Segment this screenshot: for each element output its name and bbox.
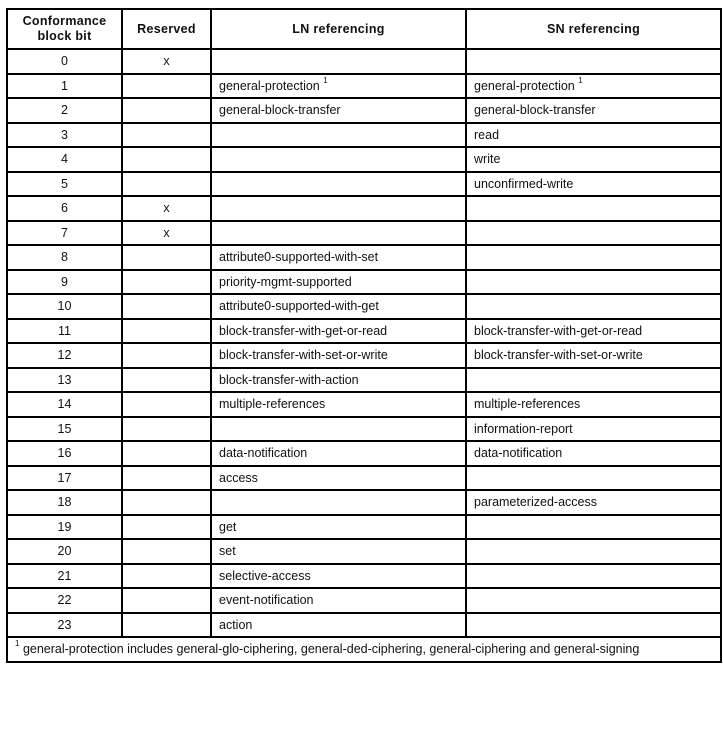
cell-ln-referencing-text: multiple-references	[219, 397, 326, 412]
cell-bit	[7, 221, 122, 246]
cell-ln-referencing	[211, 245, 466, 270]
cell-ln-referencing	[211, 123, 466, 148]
table-row	[7, 123, 721, 148]
table-row	[7, 417, 721, 442]
table-row	[7, 564, 721, 589]
cell-reserved	[122, 245, 211, 270]
cell-ln-referencing-text: attribute0-supported-with-set	[219, 250, 379, 265]
cell-sn-referencing	[466, 172, 721, 197]
table-row	[7, 245, 721, 270]
cell-reserved	[122, 270, 211, 295]
cell-bit-text: 20	[57, 544, 72, 559]
cell-reserved	[122, 564, 211, 589]
cell-bit-text: 6	[61, 201, 68, 216]
cell-sn-referencing-text: block-transfer-with-set-or-write	[474, 348, 643, 363]
cell-ln-referencing	[211, 196, 466, 221]
cell-ln-referencing	[211, 392, 466, 417]
cell-sn-referencing-text: general-protection	[474, 78, 575, 93]
cell-bit-text: 8	[61, 250, 68, 265]
cell-ln-referencing-text: attribute0-supported-with-get	[219, 299, 379, 314]
cell-bit-text: 18	[57, 495, 72, 510]
cell-bit-text: 3	[61, 127, 68, 142]
footnote-reference: 1	[323, 75, 328, 85]
cell-ln-referencing	[211, 539, 466, 564]
cell-bit-text: 21	[57, 568, 72, 583]
cell-sn-referencing	[466, 564, 721, 589]
cell-sn-referencing	[466, 368, 721, 393]
table-row	[7, 441, 721, 466]
table-row	[7, 466, 721, 491]
cell-bit-text: 4	[61, 152, 68, 167]
table-row	[7, 490, 721, 515]
table-row	[7, 588, 721, 613]
cell-bit	[7, 564, 122, 589]
cell-reserved	[122, 588, 211, 613]
cell-reserved	[122, 196, 211, 221]
cell-sn-referencing	[466, 123, 721, 148]
cell-reserved	[122, 343, 211, 368]
cell-sn-referencing	[466, 588, 721, 613]
table-row	[7, 368, 721, 393]
cell-ln-referencing	[211, 270, 466, 295]
cell-bit-text: 0	[61, 54, 68, 69]
cell-ln-referencing-text: block-transfer-with-action	[219, 372, 359, 387]
cell-reserved	[122, 613, 211, 638]
cell-sn-referencing	[466, 613, 721, 638]
conformance-block-table	[6, 8, 722, 663]
cell-reserved	[122, 49, 211, 74]
cell-bit	[7, 466, 122, 491]
cell-bit-text: 2	[61, 103, 68, 118]
cell-bit-text: 19	[57, 519, 72, 534]
cell-ln-referencing	[211, 319, 466, 344]
cell-ln-referencing-text: block-transfer-with-get-or-read	[219, 323, 388, 338]
table-row	[7, 74, 721, 99]
table-header-row	[7, 9, 721, 49]
cell-ln-referencing-text: general-block-transfer	[219, 103, 341, 118]
cell-bit	[7, 343, 122, 368]
header-ln-referencing: LN referencing	[211, 9, 466, 49]
cell-ln-referencing	[211, 564, 466, 589]
cell-bit-text: 22	[57, 593, 72, 608]
cell-sn-referencing-text: data-notification	[474, 446, 563, 461]
cell-bit	[7, 490, 122, 515]
cell-bit	[7, 196, 122, 221]
cell-bit-text: 11	[58, 323, 71, 338]
cell-reserved	[122, 172, 211, 197]
cell-sn-referencing	[466, 343, 721, 368]
cell-sn-referencing	[466, 417, 721, 442]
table-row	[7, 319, 721, 344]
cell-sn-referencing	[466, 490, 721, 515]
cell-ln-referencing	[211, 343, 466, 368]
cell-sn-referencing-text: unconfirmed-write	[474, 176, 574, 191]
cell-bit-text: 9	[61, 274, 68, 289]
cell-bit-text: 7	[61, 225, 68, 240]
cell-reserved	[122, 466, 211, 491]
cell-ln-referencing-text: general-protection	[219, 78, 320, 93]
table-row	[7, 98, 721, 123]
cell-bit-text: 10	[57, 299, 72, 314]
cell-sn-referencing-text: multiple-references	[474, 397, 581, 412]
cell-bit	[7, 172, 122, 197]
cell-bit	[7, 392, 122, 417]
cell-bit	[7, 245, 122, 270]
table-row	[7, 172, 721, 197]
cell-sn-referencing	[466, 294, 721, 319]
cell-reserved-text: x	[163, 54, 170, 69]
cell-sn-referencing	[466, 196, 721, 221]
table-row	[7, 221, 721, 246]
cell-bit-text: 12	[57, 348, 72, 363]
table-row	[7, 270, 721, 295]
cell-bit	[7, 270, 122, 295]
cell-ln-referencing	[211, 98, 466, 123]
header-reserved: Reserved	[122, 9, 211, 49]
cell-bit	[7, 49, 122, 74]
cell-sn-referencing	[466, 98, 721, 123]
footnote-row	[7, 637, 721, 662]
table-row	[7, 539, 721, 564]
cell-reserved	[122, 441, 211, 466]
table-row	[7, 515, 721, 540]
cell-sn-referencing	[466, 515, 721, 540]
cell-reserved	[122, 368, 211, 393]
cell-bit	[7, 417, 122, 442]
cell-ln-referencing	[211, 490, 466, 515]
cell-bit	[7, 588, 122, 613]
cell-bit-text: 16	[57, 446, 72, 461]
cell-ln-referencing-text: action	[219, 617, 253, 632]
cell-reserved	[122, 123, 211, 148]
cell-sn-referencing-text: read	[474, 127, 500, 142]
cell-reserved	[122, 539, 211, 564]
cell-sn-referencing-text: parameterized-access	[474, 495, 597, 510]
cell-ln-referencing	[211, 294, 466, 319]
cell-sn-referencing	[466, 74, 721, 99]
cell-ln-referencing-text: access	[219, 470, 258, 485]
cell-ln-referencing	[211, 74, 466, 99]
cell-sn-referencing-text: write	[474, 152, 501, 167]
cell-sn-referencing	[466, 49, 721, 74]
cell-reserved-text: x	[163, 201, 170, 216]
cell-ln-referencing-text: set	[219, 544, 236, 559]
cell-sn-referencing	[466, 221, 721, 246]
cell-ln-referencing-text: block-transfer-with-set-or-write	[219, 348, 388, 363]
table-body	[7, 49, 721, 637]
cell-ln-referencing	[211, 515, 466, 540]
cell-ln-referencing	[211, 172, 466, 197]
cell-reserved	[122, 392, 211, 417]
cell-reserved	[122, 319, 211, 344]
cell-bit	[7, 319, 122, 344]
cell-reserved-text: x	[163, 225, 170, 240]
cell-bit-text: 1	[61, 78, 68, 93]
cell-bit	[7, 74, 122, 99]
cell-sn-referencing	[466, 466, 721, 491]
cell-sn-referencing	[466, 319, 721, 344]
header-sn-referencing: SN referencing	[466, 9, 721, 49]
cell-ln-referencing	[211, 588, 466, 613]
cell-reserved	[122, 147, 211, 172]
cell-ln-referencing	[211, 368, 466, 393]
cell-reserved	[122, 74, 211, 99]
header-conformance-block-bit: Conformance block bit	[7, 9, 122, 49]
cell-ln-referencing-text: selective-access	[219, 568, 311, 583]
cell-bit-text: 17	[57, 470, 72, 485]
cell-bit	[7, 98, 122, 123]
cell-ln-referencing	[211, 221, 466, 246]
cell-reserved	[122, 221, 211, 246]
cell-bit-text: 23	[57, 617, 72, 632]
cell-bit	[7, 147, 122, 172]
cell-bit	[7, 441, 122, 466]
table-row	[7, 294, 721, 319]
cell-bit	[7, 368, 122, 393]
cell-bit	[7, 294, 122, 319]
cell-sn-referencing	[466, 441, 721, 466]
table-row	[7, 343, 721, 368]
cell-reserved	[122, 515, 211, 540]
footnote-cell	[7, 637, 721, 662]
footnote-text: general-protection includes general-glo-ciphering, general-ded-ciphering, general-ciphering and general-signing	[22, 641, 640, 656]
table-row	[7, 49, 721, 74]
cell-reserved	[122, 98, 211, 123]
table-row	[7, 613, 721, 638]
cell-ln-referencing	[211, 613, 466, 638]
cell-sn-referencing	[466, 392, 721, 417]
cell-ln-referencing	[211, 417, 466, 442]
cell-sn-referencing	[466, 245, 721, 270]
cell-sn-referencing-text: block-transfer-with-get-or-read	[474, 323, 643, 338]
cell-bit-text: 13	[57, 372, 72, 387]
cell-ln-referencing-text: event-notification	[219, 593, 314, 608]
table-row	[7, 147, 721, 172]
cell-bit	[7, 123, 122, 148]
cell-bit	[7, 539, 122, 564]
cell-ln-referencing	[211, 49, 466, 74]
cell-bit	[7, 613, 122, 638]
footnote-marker: 1	[15, 638, 20, 648]
cell-reserved	[122, 294, 211, 319]
table-row	[7, 392, 721, 417]
cell-sn-referencing	[466, 147, 721, 172]
cell-reserved	[122, 417, 211, 442]
cell-ln-referencing-text: data-notification	[219, 446, 308, 461]
cell-sn-referencing-text: general-block-transfer	[474, 103, 596, 118]
cell-bit	[7, 515, 122, 540]
cell-sn-referencing	[466, 270, 721, 295]
cell-ln-referencing-text: get	[219, 519, 237, 534]
table-row	[7, 196, 721, 221]
cell-reserved	[122, 490, 211, 515]
cell-bit-text: 5	[61, 176, 68, 191]
cell-bit-text: 14	[57, 397, 72, 412]
footnote-reference: 1	[578, 75, 583, 85]
cell-ln-referencing	[211, 466, 466, 491]
cell-ln-referencing-text: priority-mgmt-supported	[219, 274, 352, 289]
cell-bit-text: 15	[57, 421, 72, 436]
cell-sn-referencing	[466, 539, 721, 564]
cell-sn-referencing-text: information-report	[474, 421, 573, 436]
cell-ln-referencing	[211, 441, 466, 466]
cell-ln-referencing	[211, 147, 466, 172]
